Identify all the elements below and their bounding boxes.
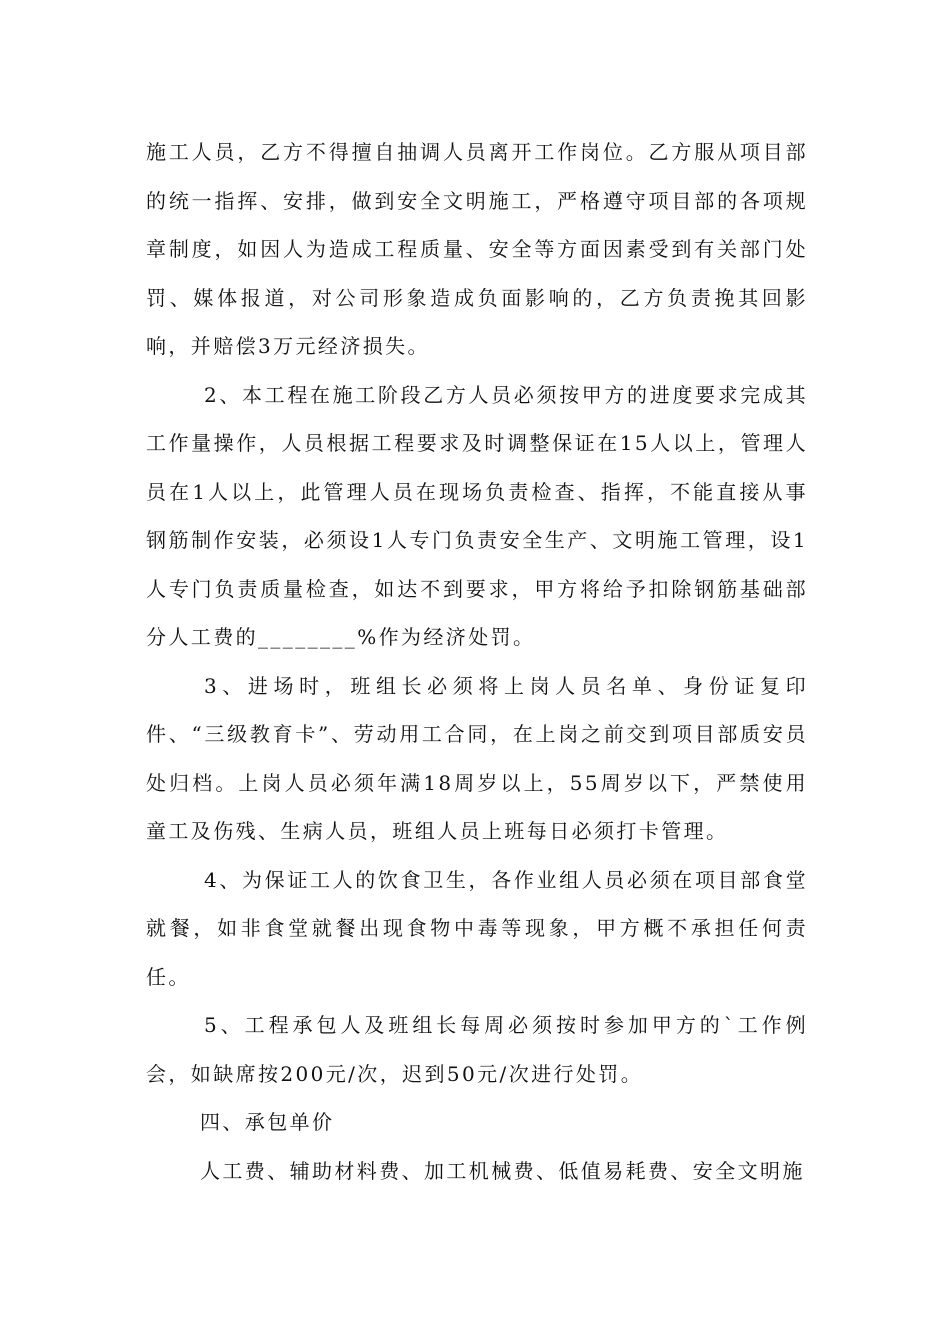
paragraph-continuation: 施工人员，乙方不得擅自抽调人员离开工作岗位。乙方服从项目部的统一指挥、安排，做到安全文明施工，严格遵守项目部的各项规章制度，如因人为造成工程质量、安全等方面因素受到有关部门处罚、媒体报道，对公司形象造成负面影响的，乙方负责挽其回影响，并赔偿3万元经济损失。 — [146, 140, 808, 358]
document-body — [146, 128, 808, 1195]
paragraph-item-2: 2、本工程在施工阶段乙方人员必须按甲方的进度要求完成其工作量操作，人员根据工程要求及时调整保证在15人以上，管理人员在1人以上，此管理人员在现场负责检查、指挥，不能直接从事钢筋制作安装，必须设1人专门负责安全生产、文明施工管理，设1人专门负责质量检查，如达不到要求，甲方将给予扣除钢筋基础部分人工费的________%作为经济处罚。 — [146, 382, 808, 649]
paragraph-item-5: 5、工程承包人及班组长每周必须按时参加甲方的`工作例会，如缺席按200元/次，迟到50元/次进行处罚。 — [146, 1013, 808, 1086]
paragraph-unit-price: 人工费、辅助材料费、加工机械费、低值易耗费、安全文明施 — [200, 1158, 805, 1183]
paragraph-item-3: 3、进场时，班组长必须将上岗人员名单、身份证复印件、“三级教育卡”、劳动用工合同，在上岗之前交到项目部质安员处归档。上岗人员必须年满18周岁以上，55周岁以下，严禁使用童工及伤残、生病人员，班组人员上班每日必须打卡管理。 — [146, 673, 808, 843]
paragraph-item-4: 4、为保证工人的饮食卫生，各作业组人员必须在项目部食堂就餐，如非食堂就餐出现食物中毒等现象，甲方概不承担任何责任。 — [146, 867, 808, 989]
section-heading-4: 四、承包单价 — [200, 1110, 335, 1134]
